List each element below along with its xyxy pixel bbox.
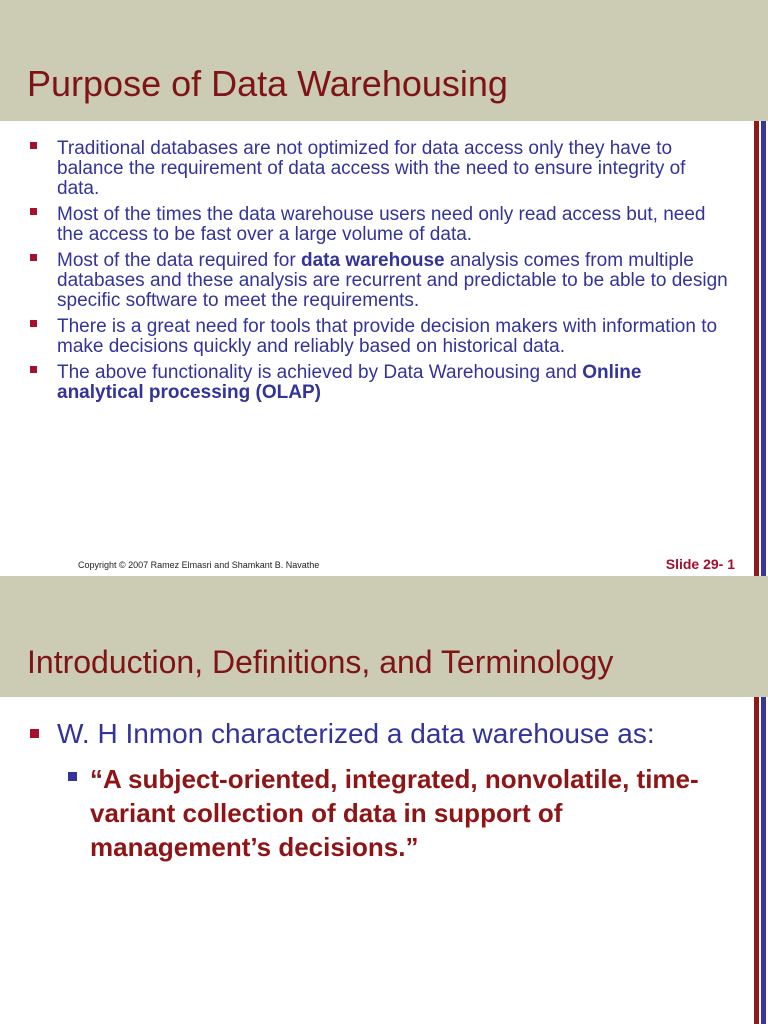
- quote-text: “A subject-oriented, integrated, nonvolatile, time-variant collection of data in support of management’s decisions.”: [90, 764, 699, 862]
- bullet-text-before: Most of the data required for: [57, 250, 301, 271]
- bullet-text: Most of the times the data warehouse users need only read access but, need the access to be fast over a large volume of data.: [57, 204, 706, 245]
- list-item: [28, 363, 728, 403]
- bullet-text-bold: data warehouse: [300, 250, 445, 271]
- square-bullet-icon: [30, 208, 37, 215]
- bullet-text-before: The above functionality is achieved by Data Warehousing and: [57, 362, 583, 383]
- square-bullet-icon: [68, 772, 77, 781]
- side-stripes: [750, 121, 768, 576]
- square-bullet-icon: [30, 729, 39, 738]
- slide-title: Purpose of Data Warehousing: [27, 63, 508, 104]
- list-item: [28, 205, 728, 245]
- bullet-text: Traditional databases are not optimized for data access only they have to balance the requirement of data access with the need to ensure integrity of data.: [57, 138, 686, 199]
- bullet-text-after: analysis comes from multiple databases and these analysis are recurrent and predictable to be able to design specific software to meet the requirements.: [57, 250, 728, 311]
- list-item: [28, 317, 728, 357]
- slide-introduction-definitions: [0, 576, 768, 1024]
- title-band: [0, 0, 768, 121]
- bullet-list: [28, 139, 728, 409]
- square-bullet-icon: [30, 320, 37, 327]
- list-item: [28, 139, 728, 199]
- square-bullet-icon: [30, 366, 37, 373]
- sub-bullet-quote: [66, 762, 710, 864]
- copyright-notice: Copyright © 2007 Ramez Elmasri and Shamkant B. Navathe: [78, 560, 320, 570]
- list-item: [28, 251, 728, 311]
- bullet-text-bold: Online analytical processing (OLAP): [57, 362, 642, 403]
- main-bullet-text: W. H Inmon characterized a data warehouse as:: [57, 718, 655, 749]
- slide-title: Introduction, Definitions, and Terminology: [27, 644, 614, 680]
- title-band: [0, 576, 768, 697]
- main-bullet: [28, 718, 757, 750]
- slide-number: Slide 29- 1: [665, 556, 735, 572]
- square-bullet-icon: [30, 142, 37, 149]
- bullet-text: There is a great need for tools that provide decision makers with information to make decisions quickly and reliably based on historical data.: [57, 316, 718, 357]
- square-bullet-icon: [30, 254, 37, 261]
